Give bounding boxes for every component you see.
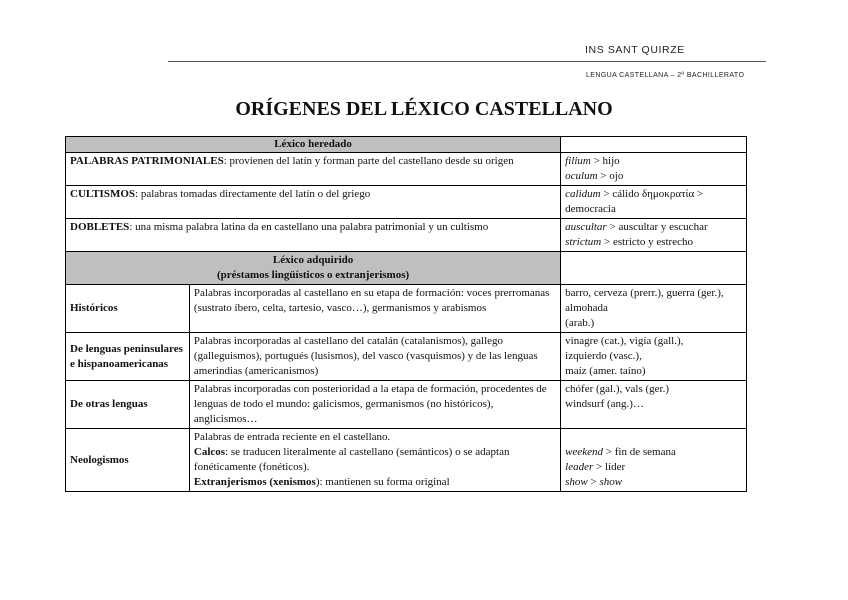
category-description: Palabras incorporadas con posterioridad a la etapa de formación, procedentes de lenguas de todo el mundo: galicismos, germanismos (no históricos), anglicismos… bbox=[189, 381, 560, 429]
example-line: oculum > ojo bbox=[565, 170, 624, 182]
example-line: weekend > fin de semana bbox=[565, 446, 676, 458]
example-line: vinagre (cat.), vigía (gall.), bbox=[565, 335, 684, 347]
lexicon-table bbox=[65, 136, 747, 492]
page-title: ORÍGENES DEL LÉXICO CASTELLANO bbox=[235, 98, 613, 120]
category-examples bbox=[561, 285, 747, 333]
calcos-line: Calcos: se traducen literalmente al castellano (semánticos) o se adaptan fonéticamente (fonéticos). bbox=[193, 446, 510, 473]
category-examples bbox=[561, 381, 747, 429]
example-line: maíz (amer. taíno) bbox=[565, 365, 646, 377]
table-row bbox=[66, 153, 747, 186]
heredado-heading-empty bbox=[561, 137, 747, 153]
example-line: (arab.) bbox=[565, 317, 595, 329]
example-line: strictum > estricto y estrecho bbox=[565, 236, 693, 248]
adquirido-heading-empty bbox=[561, 252, 747, 285]
school-name: INS SANT QUIRZE bbox=[585, 44, 685, 56]
cultismos-examples: calidum > cálido δημοκρατία > democracia bbox=[561, 186, 747, 219]
adquirido-heading bbox=[66, 252, 561, 285]
adquirido-heading-line2: (préstamos lingüísticos o extranjerismos) bbox=[216, 269, 410, 281]
example-line: chófer (gal.), vals (ger.) bbox=[565, 383, 669, 395]
example-line: barro, cerveza (prerr.), guerra (ger.), almohada bbox=[565, 287, 724, 314]
table-row bbox=[66, 285, 747, 333]
definition: : palabras tomadas directamente del latín o del griego bbox=[135, 188, 371, 200]
category-label: De otras lenguas bbox=[66, 381, 190, 429]
table-row bbox=[66, 219, 747, 252]
category-description: Palabras incorporadas al castellano en su etapa de formación: voces prerromanas (sustrato íbero, celta, tartesio, vasco…), germanismos y arabismos bbox=[189, 285, 560, 333]
term: CULTISMOS bbox=[70, 188, 136, 200]
table-row bbox=[66, 333, 747, 381]
patrimoniales-cell bbox=[66, 153, 561, 186]
subject-label: LENGUA CASTELLANA – 2º BACHILLERATO bbox=[586, 72, 745, 79]
patrimoniales-examples bbox=[561, 153, 747, 186]
example-line: leader > líder bbox=[565, 461, 626, 473]
category-description: Palabras incorporadas al castellano del catalán (catalanismos), gallego (galleguismos), portugués (lusismos), del vasco (vasquismos) y de las lenguas amerindias (americanismos) bbox=[189, 333, 560, 381]
category-description bbox=[189, 429, 560, 492]
category-examples bbox=[561, 333, 747, 381]
cultismos-cell bbox=[66, 186, 561, 219]
definition: : provienen del latín y forman parte del castellano desde su origen bbox=[223, 155, 514, 167]
example-line: filium > hijo bbox=[565, 155, 620, 167]
example-line: show > show bbox=[565, 476, 623, 488]
dobletes-examples bbox=[561, 219, 747, 252]
heredado-heading-row bbox=[66, 137, 747, 153]
example-line: izquierdo (vasc.), bbox=[565, 350, 642, 362]
neologismos-intro: Palabras de entrada reciente en el castellano. bbox=[193, 431, 391, 443]
header-rule bbox=[168, 61, 766, 62]
table-row bbox=[66, 429, 747, 492]
adquirido-heading-row bbox=[66, 252, 747, 285]
term: PALABRAS PATRIMONIALES bbox=[70, 155, 224, 167]
heredado-heading: Léxico heredado bbox=[66, 137, 561, 153]
dobletes-cell bbox=[66, 219, 561, 252]
category-examples bbox=[561, 429, 747, 492]
example-line: auscultar > auscultar y escuchar bbox=[565, 221, 708, 233]
category-label: Históricos bbox=[66, 285, 190, 333]
xenismos-line: Extranjerismos (xenismos): mantienen su forma original bbox=[193, 476, 450, 488]
category-label: De lenguas peninsulares e hispanoamericanas bbox=[66, 333, 190, 381]
category-label: Neologismos bbox=[66, 429, 190, 492]
definition: : una misma palabra latina da en castellano una palabra patrimonial y un cultismo bbox=[129, 221, 489, 233]
term: DOBLETES bbox=[70, 221, 130, 233]
adquirido-heading-line1: Léxico adquirido bbox=[272, 254, 354, 266]
table-row bbox=[66, 381, 747, 429]
table-row bbox=[66, 186, 747, 219]
example-line: windsurf (ang.)… bbox=[565, 398, 644, 410]
